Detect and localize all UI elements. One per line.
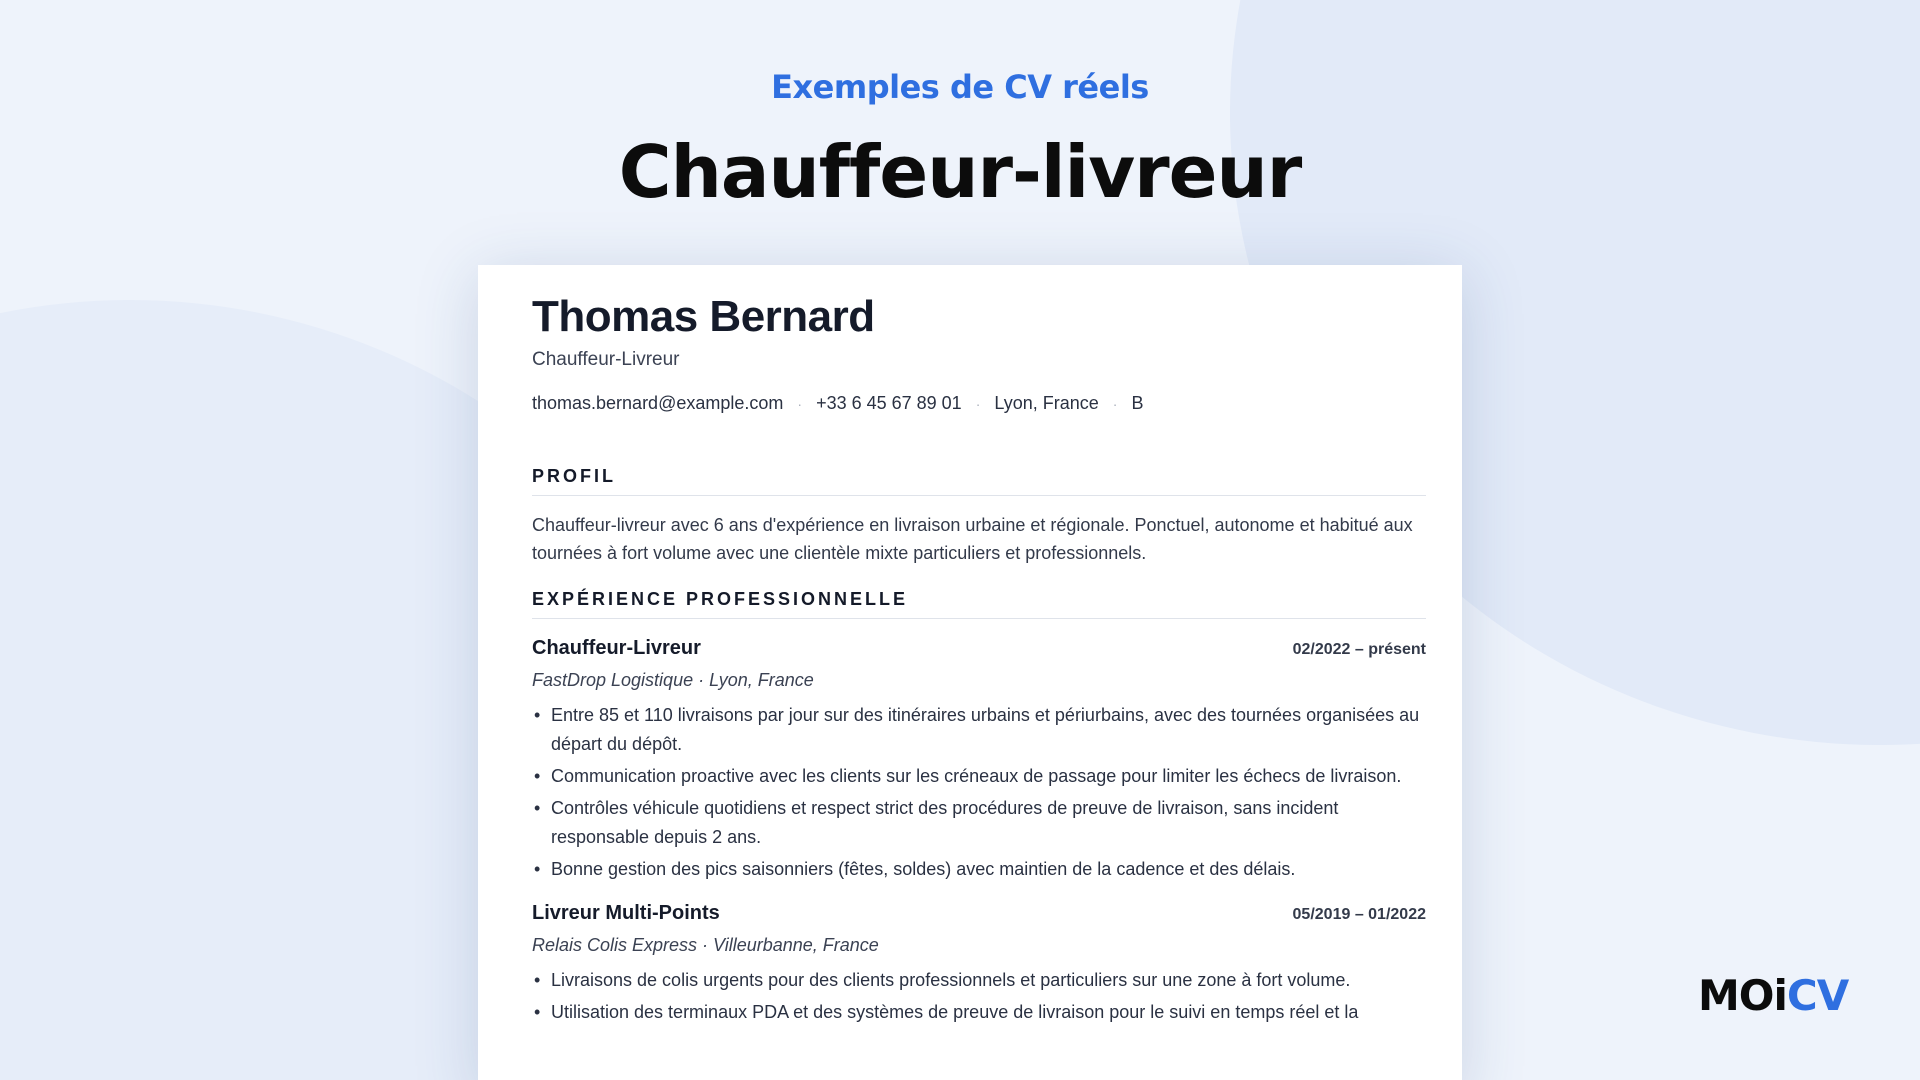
logo-part-1: MOi — [1698, 971, 1787, 1020]
bullet-dot: • — [534, 859, 541, 880]
job-bullet-text: Communication proactive avec les clients sur les créneaux de passage pour limiter les échecs de livraison. — [551, 766, 1402, 787]
job-bullets — [532, 701, 1426, 884]
job-title: Chauffeur-Livreur — [532, 637, 701, 660]
job-dates: 05/2019 – 01/2022 — [1292, 906, 1426, 924]
contact-line — [532, 393, 1426, 414]
job-title: Livreur Multi-Points — [532, 902, 720, 925]
job-company: FastDrop Logistique · Lyon, France — [532, 670, 814, 691]
cv-document — [478, 265, 1462, 1080]
job-dates: 02/2022 – présent — [1292, 641, 1426, 659]
section-heading-experience: EXPÉRIENCE PROFESSIONNELLE — [532, 589, 1426, 619]
cv-name: Thomas Bernard — [532, 292, 875, 341]
logo-part-2: CV — [1786, 971, 1849, 1020]
cv-role: Chauffeur-Livreur — [532, 349, 680, 371]
contact-license: B — [1131, 393, 1144, 414]
bullet-dot: • — [534, 970, 541, 991]
bullet-dot: • — [534, 1002, 541, 1023]
profil-text: Chauffeur-livreur avec 6 ans d'expérience en livraison urbaine et régionale. Ponctuel, autonome et habitué aux tournées à fort volume avec une clientèle mixte particuliers et professionnels. — [532, 515, 1413, 564]
brand-logo — [1698, 971, 1849, 1020]
job-bullet — [532, 855, 1426, 884]
contact-separator: · — [797, 395, 803, 412]
job-company: Relais Colis Express · Villeurbanne, France — [532, 935, 879, 956]
job-bullet-text: Livraisons de colis urgents pour des clients professionnels et particuliers sur une zone à fort volume. — [551, 970, 1351, 991]
job-bullet-text: Entre 85 et 110 livraisons par jour sur des itinéraires urbains et périurbains, avec des tournées organisées au départ du dépôt. — [551, 705, 1420, 755]
section-heading-profil: PROFIL — [532, 466, 1426, 496]
job-bullet — [532, 998, 1426, 1027]
contact-phone: +33 6 45 67 89 01 — [816, 393, 962, 414]
job-bullet — [532, 794, 1426, 852]
contact-email: thomas.bernard@example.com — [532, 393, 784, 414]
contact-separator: · — [975, 395, 981, 412]
bullet-dot: • — [534, 798, 541, 819]
job-bullet-text: Contrôles véhicule quotidiens et respect strict des procédures de preuve de livraison, sans incident responsable depuis 2 ans. — [551, 798, 1339, 848]
job-bullet — [532, 762, 1426, 791]
job-header — [532, 637, 1426, 660]
page-kicker: Exemples de CV réels — [771, 68, 1149, 106]
contact-location: Lyon, France — [994, 393, 1099, 414]
job-bullet — [532, 701, 1426, 759]
bullet-dot: • — [534, 705, 541, 726]
bullet-dot: • — [534, 766, 541, 787]
cv-content — [532, 293, 1426, 1030]
job-bullet-text: Utilisation des terminaux PDA et des systèmes de preuve de livraison pour le suivi en temps réel et la — [551, 1002, 1359, 1023]
page-title: Chauffeur-livreur — [618, 130, 1302, 214]
job-bullet — [532, 966, 1426, 995]
job-header — [532, 902, 1426, 925]
job-bullets — [532, 966, 1426, 1027]
contact-separator: · — [1112, 395, 1118, 412]
job-bullet-text: Bonne gestion des pics saisonniers (fêtes, soldes) avec maintien de la cadence et des délais. — [551, 859, 1296, 880]
